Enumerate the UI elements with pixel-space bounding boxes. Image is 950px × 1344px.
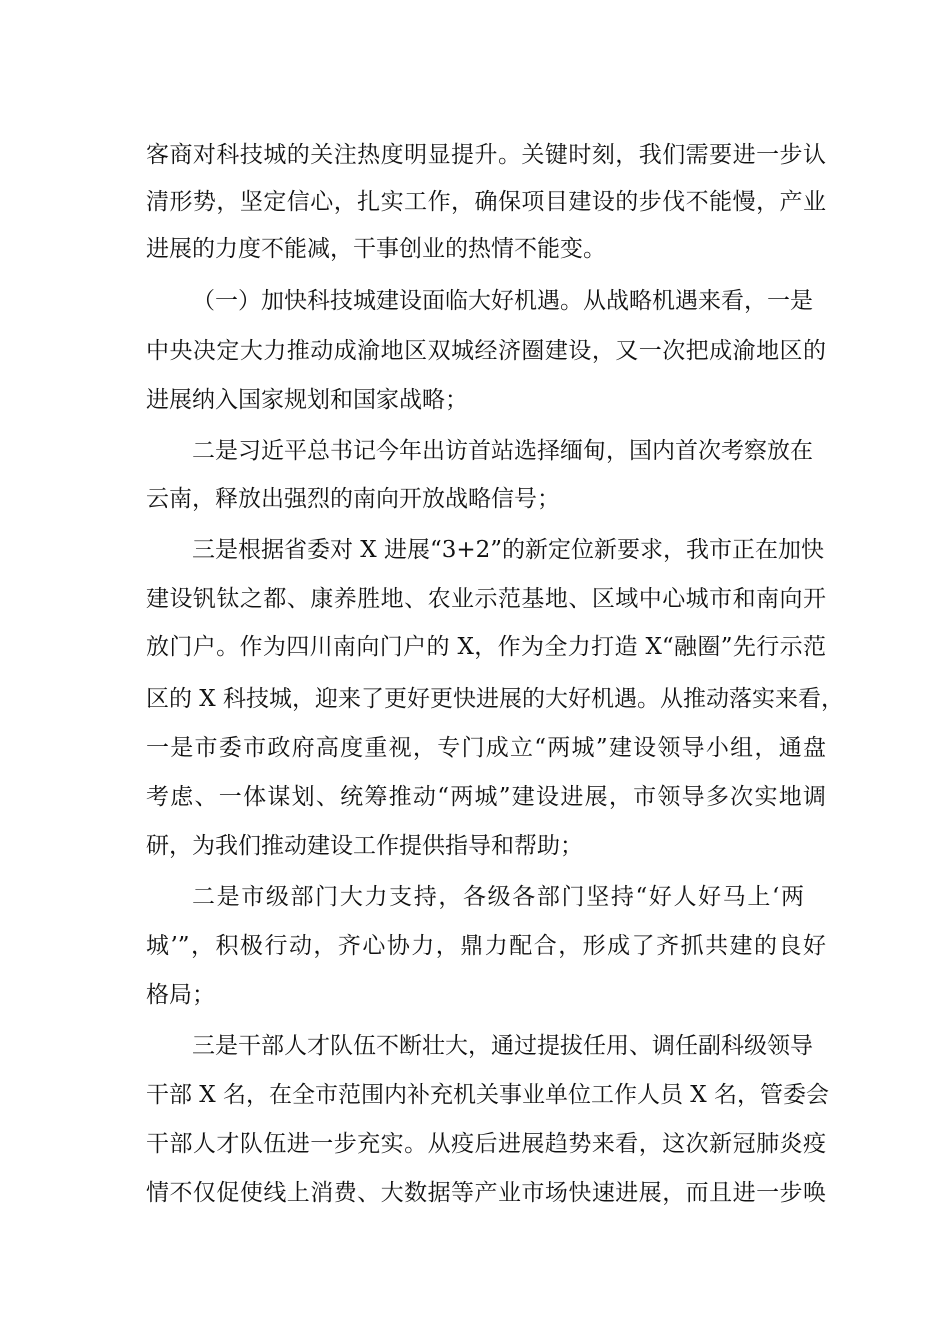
paragraph-line: 进展的力度不能减，干事创业的热情不能变。	[146, 236, 606, 262]
paragraph-line: 建设钒钛之都、康养胜地、农业示范基地、区域中心城市和南向开	[146, 586, 826, 612]
paragraph-line: 中央决定大力推动成渝地区双城经济圈建设，又一次把成渝地区的	[146, 338, 826, 364]
paragraph-line: 区的 X 科技城，迎来了更好更快进展的大好机遇。从推动落实来看，	[146, 686, 844, 712]
paragraph-line: 格局；	[146, 982, 215, 1008]
paragraph-line: 客商对科技城的关注热度明显提升。关键时刻，我们需要进一步认	[146, 142, 826, 168]
paragraph-line: （一）加快科技城建设面临大好机遇。从战略机遇来看，一是	[192, 288, 813, 314]
paragraph-line: 三是干部人才队伍不断壮大，通过提拔任用、调任副科级领导	[192, 1033, 813, 1059]
paragraph-line: 二是习近平总书记今年出访首站选择缅甸，国内首次考察放在	[192, 438, 813, 464]
paragraph-line: 放门户。作为四川南向门户的 X，作为全力打造 X“融圈”先行示范	[146, 634, 826, 660]
paragraph-line: 研，为我们推动建设工作提供指导和帮助；	[146, 833, 583, 859]
paragraph-line: 清形势，坚定信心，扎实工作，确保项目建设的步伐不能慢，产业	[146, 189, 826, 215]
paragraph-line: 三是根据省委对 X 进展“3+2”的新定位新要求，我市正在加快	[192, 537, 825, 563]
paragraph-line: 考虑、一体谋划、统筹推动“两城”建设进展，市领导多次实地调	[146, 784, 826, 810]
paragraph-line: 情不仅促使线上消费、大数据等产业市场快速进展，而且进一步唤	[146, 1180, 826, 1206]
paragraph-line: 干部 X 名，在全市范围内补充机关事业单位工作人员 X 名，管委会	[146, 1082, 829, 1108]
paragraph-line: 云南，释放出强烈的南向开放战略信号；	[146, 486, 560, 512]
paragraph-line: 一是市委市政府高度重视，专门成立“两城”建设领导小组，通盘	[146, 735, 826, 761]
paragraph-line: 干部人才队伍进一步充实。从疫后进展趋势来看，这次新冠肺炎疫	[146, 1131, 826, 1157]
paragraph-line: 二是市级部门大力支持，各级各部门坚持“好人好马上‘两	[192, 884, 804, 910]
paragraph-line: 城’”，积极行动，齐心协力，鼎力配合，形成了齐抓共建的良好	[146, 933, 826, 959]
paragraph-line: 进展纳入国家规划和国家战略；	[146, 387, 468, 413]
